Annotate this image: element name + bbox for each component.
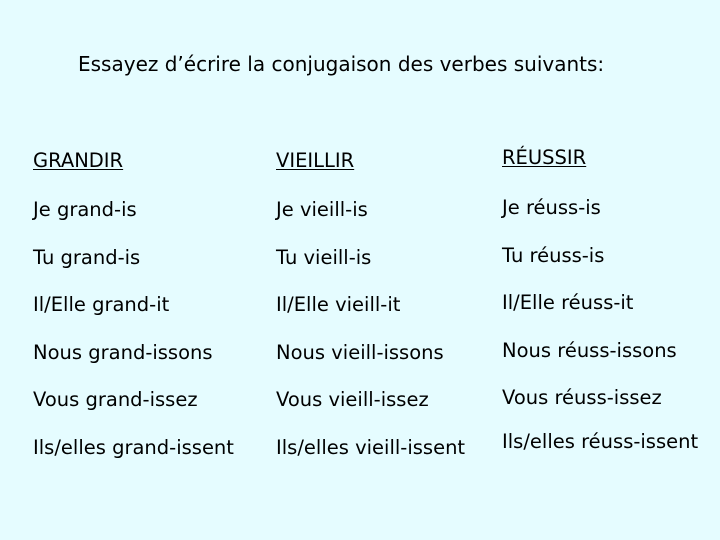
table-cell: Il/Elle réuss-it — [502, 291, 634, 314]
table-cell: Je réuss-is — [502, 196, 601, 219]
column-header-reussir: RÉUSSIR — [502, 146, 587, 169]
table-cell: Tu vieill-is — [276, 246, 372, 269]
table-cell: Ils/elles vieill-issent — [276, 436, 466, 459]
table-cell: Il/Elle vieill-it — [276, 293, 401, 316]
table-cell: Tu grand-is — [33, 246, 141, 269]
table-cell: Nous vieill-issons — [276, 341, 444, 364]
column-header-vieillir: VIEILLIR — [276, 149, 355, 172]
table-cell: Vous vieill-issez — [276, 388, 429, 411]
page-title: Essayez d’écrire la conjugaison des verbes suivants: — [78, 52, 605, 76]
table-cell: Vous grand-issez — [33, 388, 198, 411]
table-cell: Nous grand-issons — [33, 341, 213, 364]
table-cell: Ils/elles grand-issent — [33, 436, 234, 459]
table-cell: Je grand-is — [33, 198, 137, 221]
column-header-grandir: GRANDIR — [33, 149, 124, 172]
table-cell: Je vieill-is — [276, 198, 368, 221]
table-cell: Ils/elles réuss-issent — [502, 430, 699, 453]
table-cell: Il/Elle grand-it — [33, 293, 170, 316]
table-cell: Tu réuss-is — [502, 244, 605, 267]
table-cell: Vous réuss-issez — [502, 386, 662, 409]
table-cell: Nous réuss-issons — [502, 339, 677, 362]
